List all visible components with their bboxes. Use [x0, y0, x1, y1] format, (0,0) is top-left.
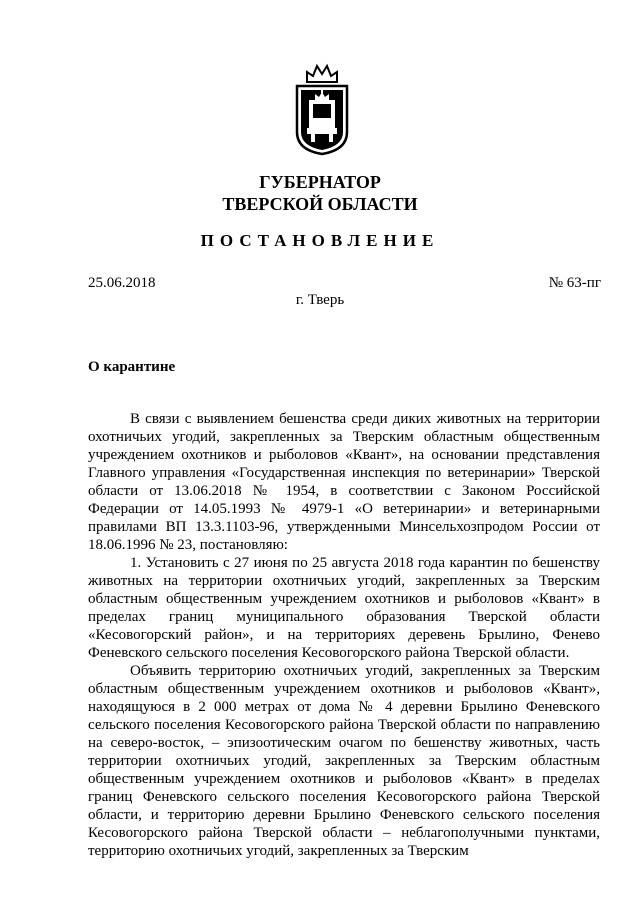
document-number: № 63-пг — [548, 275, 601, 291]
issuer-region: ТВЕРСКОЙ ОБЛАСТИ — [222, 194, 418, 214]
issuer-title: ГУБЕРНАТОР — [259, 172, 381, 192]
document-type: ПОСТАНОВЛЕНИЕ — [200, 231, 440, 250]
tver-coat-of-arms-icon — [293, 62, 351, 156]
paragraph: 1. Установить с 27 июня по 25 августа 2018 года карантин по бешенству животных на территории охотничьих угодий, закрепленных за Тверским областным общественным учреждением охотников и рыболовов «Квант» в пределах границ муниципального образования Тверской области «Кесовогорский район», и на территориях деревень Брылино, Фенево Феневского сельского поселения Кесовогорского района Тверской области. — [88, 555, 600, 661]
document-city: г. Тверь — [295, 292, 345, 308]
paragraph: Объявить территорию охотничьих угодий, закрепленных за Тверским областным общественным учреждением охотников и рыболовов «Квант», находящуюся в 2 000 метрах от дома № 4 деревни Брылино Феневского сельского поселения Кесовогорского района Тверской области по направлению на северо-восток, – эпизоотическим очагом по бешенству животных, часть территории охотничьих угодий, закрепленных за Тверским областным общественным учреждением охотников и рыболовов «Квант» в пределах границ Феневского сельского поселения Кесовогорского района Тверской области, и территорию деревни Брылино Феневского сельского поселения Кесовогорского района Тверской области – неблагополучными пунктами, территорию охотничьих угодий, закрепленных за Тверским — [88, 663, 600, 859]
paragraph: В связи с выявлением бешенства среди диких животных на территории охотничьих угодий, закрепленных за Тверским областным общественным учреждением охотников и рыболовов «Квант», на основании представления Главного управления «Государственная инспекция по ветеринарии» Тверской области от 13.06.2018 № 1954, в соответствии с Законом Российской Федерации от 14.05.1993 № 4979-1 «О ветеринарии» и ветеринарными правилами ВП 13.3.1103-96, утвержденными Минсельхозпродом России от 18.06.1996 № 23, постановляю: — [88, 411, 600, 553]
document-subject: О карантине — [88, 359, 176, 375]
document-date: 25.06.2018 — [88, 275, 156, 291]
document-body — [88, 410, 600, 860]
